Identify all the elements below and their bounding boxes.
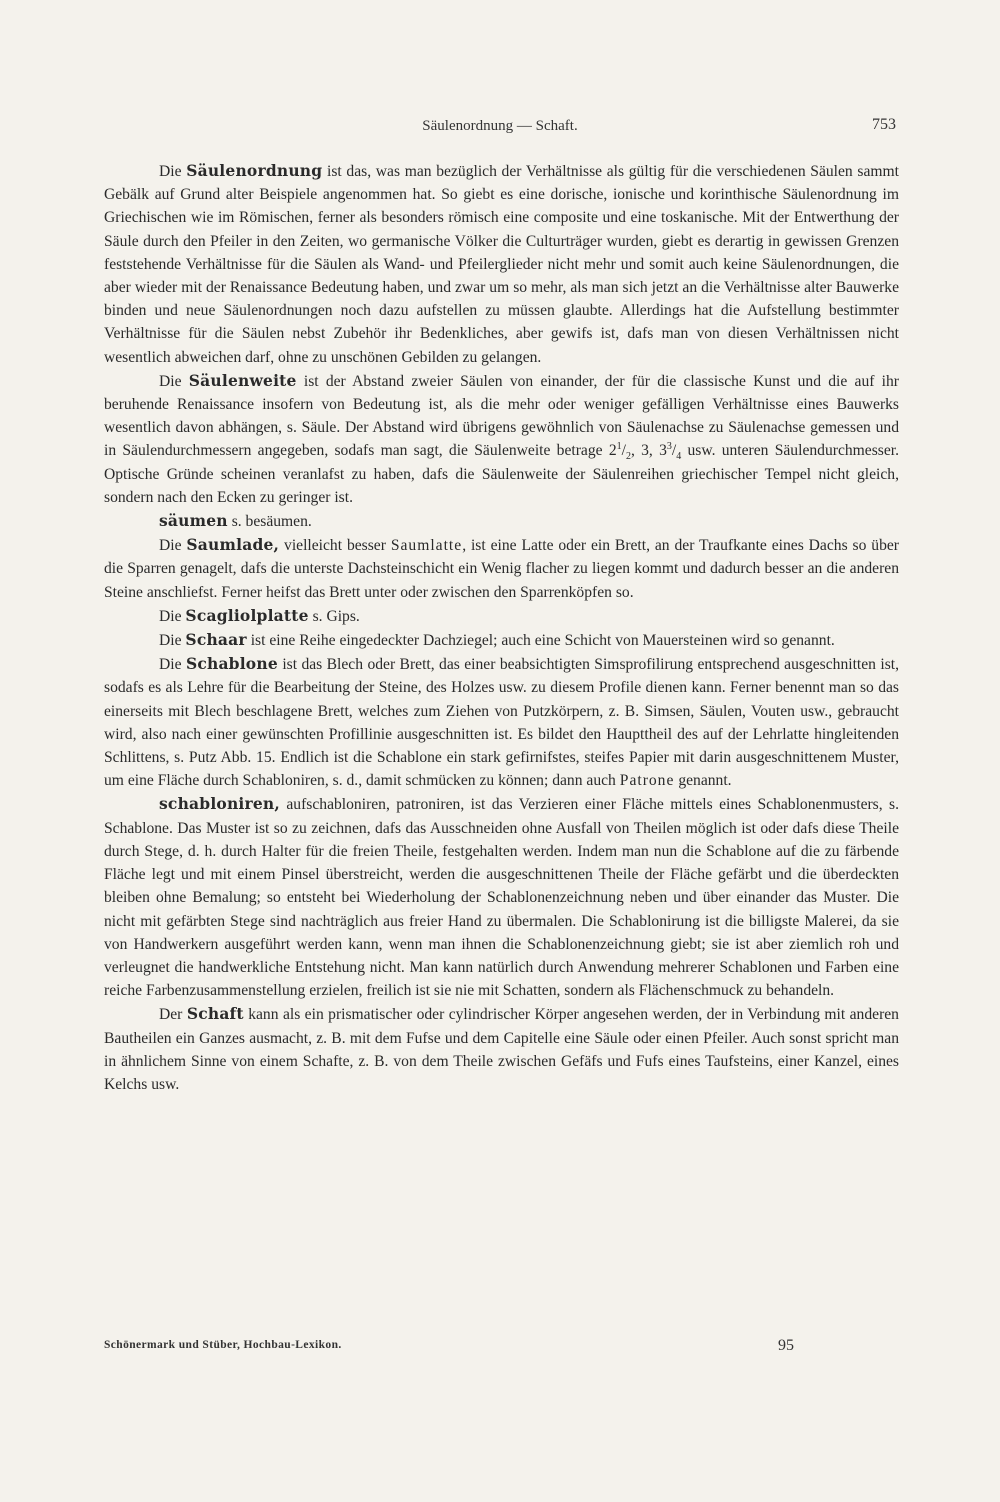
emphasized-term: Saumlatte (390, 537, 463, 555)
emphasized-term: Patrone (619, 772, 675, 790)
running-head: Säulenordnung — Schaft. (422, 118, 578, 134)
entry-schaar (104, 628, 899, 652)
entry-lead: Die (159, 607, 182, 625)
entry-text: ist das, was man bezüglich der Verhältnisse als gültig für die verschiedenen Säulen sammt Gebälk auf Grund alter Beispiele angenommen hat. So giebt es eine dorische, ionische und korinthische Säulenordnung im Griechischen wie im Römischen, ferner als besonders römisch eine composite und eine toskanische. Mit der Entwerthung der Säule durch den Pfeiler in den Zeiten, wo germanische Völker die Culturträger wurden, giebt es derartig in gewissen Grenzen feststehende Verhältnisse für die Säulen als Wand- und Pfeilerglieder nicht mehr und somit auch keine Säulenordnungen, die aber wieder mit der Renaissance Bedeutung haben, und zwar um so mehr, als man sich jetzt an die Verhältnisse alter Bauwerke binden und neue Säulenordnungen noch dazu aufstellen zu müssen glaubte. Allerdings hat die Aufstellung bestimmter Verhältnisse für die Säulen nebst Zubehör ihr Bedenkliches, aber gewifs ist, dafs man von diesen Verhältnissen nicht wesentlich abweichen darf, ohne zu unschönen Gebilden zu gelangen. (104, 163, 899, 366)
entry-saeumen (104, 509, 899, 533)
entry-text: ist das Blech oder Brett, das einer beabsichtigten Simsprofilirung entsprechend ausgeschnitten ist, sodafs es als Lehre für die Bearbeitung der Steine, des Holzes usw. zu diesem Profile dienen kann. Ferner benennt man so das einerseits mit Blech beschlagene Brett, welches zum Ziehen von Putzkörpern, z. B. Simsen, Säulen, Vouten usw., gebraucht wird, also nach einer gewünschten Profillinie ausgeschnitten ist. Es bildet den Haupttheil des auf der Lehrlatte hingleitenden Schlittens, s. Putz Abb. 15. Endlich ist die Schablone ein stark gefirnifstes, steifes Papier mit darin ausgeschnittenem Muster, um eine Fläche durch Schabloniren, s. d., damit schmücken zu können; dann auch (104, 656, 899, 790)
entry-schablone (104, 652, 899, 792)
headword-saeulenweite: Säulenweite (188, 370, 297, 390)
number-three: 3 (641, 442, 649, 460)
entry-text: vielleicht besser (284, 537, 386, 555)
entry-text: ist eine Reihe eingedeckter Dachziegel; auch eine Schicht von Mauersteinen wird so genannt. (250, 632, 835, 650)
entry-lead: Die (159, 163, 182, 180)
headword-saumlade: Saumlade, (186, 535, 280, 555)
entry-text: kann als ein prismatischer oder cylindrischer Körper angesehen werden, der in Verbindung mit anderen Bautheilen ein Ganzes ausmacht, z. B. mit dem Fufse und dem Capitelle eine Säule oder einen Pfeiler. Auch sonst spricht man in ähnlichem Sinne von einem Schafte, z. B. von dem Theile zwischen Gefäfs und Fufs eines Taufsteins, einer Kanzel, eines Kelchs usw. (104, 1006, 899, 1093)
entry-lead: Die (159, 537, 182, 555)
entry-lead: Die (159, 372, 182, 390)
entry-lead: Die (159, 656, 182, 674)
entry-text: aufschabloniren, patroniren, ist das Verzieren einer Fläche mittels eines Schablonenmusters, s. Schablone. Das Muster ist so zu zeichnen, dafs das Ausschneiden ohne Ausfall von Theilen möglich ist oder dafs diese Theile durch Stege, d. h. durch Halter für die freien Theile, festgehalten werden. Indem man nun die Schablone auf die zu färbende Fläche legt und mit einem Pinsel überstreicht, werden die ausgeschnittenen Theile der Fläche gefärbt und die überdeckten bleiben ohne Bemalung; so entsteht bei Wiederholung der Schablonenzeichnung neben und über einander das Muster. Die nicht mit gefärbten Stege sind nachträglich aus freier Hand zu übermalen. Die Schablonirung ist die billigste Malerei, da sie von Handwerkern ausgeführt werden kann, wenn man ihnen die Schablonenzeichnung giebt; sie ist aber ziemlich roh und verleugnet die handwerkliche Entstehung nicht. Man kann natürlich durch Anwendung mehrerer Schablonen und Farben eine reiche Farbenzusammenstellung erzielen, freilich ist sie nie mit Schatten, sondern als Flächenschmuck zu behandeln. (104, 796, 899, 1000)
entry-text: s. Gips. (312, 607, 360, 625)
entry-saumlade (104, 533, 899, 604)
entry-scagliolplatte (104, 604, 899, 628)
entry-lead: Der (159, 1006, 183, 1024)
headword-schablone: Schablone (185, 654, 278, 674)
fraction-two-and-half: $2^1/_2$ (608, 441, 631, 463)
page-number: 753 (872, 116, 896, 133)
fraction-three-and-three-quarters: $3^3/_4$ (659, 441, 682, 463)
footer-imprint: Schönermark und Stüber, Hochbau-Lexikon. (104, 1339, 342, 1351)
entry-schaft (104, 1002, 899, 1096)
headword-scagliolplatte: Scagliolplatte (185, 605, 309, 625)
entry-schabloniren (104, 792, 899, 1002)
entry-saeulenweite: Die Säulenweite ist der Abstand zweier Säulen von einander, der für die classische Kunst und die auf ihr beruhende Renaissance insofern von Bedeutung ist, als die mehr oder weniger gefälligen Verhältnisse eines Bauwerks wesentlich davon abhängen, s. Säule. Der Abstand wird übrigens gewöhnlich von Säulenachse zu Säulenachse gemessen und in Säulendurchmessern angegeben, sodafs man sagt, die Säulenweite betrage $2^1/_2$, 3, $3^3/_4$ usw. unteren Säulendurchmesser. Optische Gründe scheinen veranlafst zu haben, dafs die Säulenweite der Säulenreihen griechischer Tempel nicht gleich, sondern nach den Ecken zu geringer ist. (104, 370, 899, 506)
entry-text: s. besäumen. (231, 513, 312, 531)
headword-saeulenordnung: Säulenordnung (186, 161, 323, 180)
entry-saeulenordnung (104, 159, 899, 369)
entry-lead: Die (159, 632, 182, 650)
headword-saeumen: säumen (159, 511, 228, 531)
sheet-signature: 95 (778, 1337, 794, 1354)
entry-text: genannt. (678, 772, 732, 790)
headword-schabloniren: schabloniren, (159, 794, 280, 814)
entry-text: ist der Abstand zweier Säulen von einander, der für die classische Kunst und die auf ihr beruhende Renaissance insofern von Bedeutung ist, als die mehr oder weniger gefälligen Verhältnisse eines Bauwerks wesentlich davon abhängen, s. Säule. Der Abstand wird übrigens gewöhnlich von Säulenachse zu Säulenachse gemessen und in Säulendurchmessern angegeben, sodafs man sagt, die Säulenweite betrage (104, 372, 899, 460)
headword-schaft: Schaft (186, 1004, 244, 1024)
entry-text: usw. unteren Säulendurchmesser. Optische Gründe scheinen veranlafst zu haben, dafs die Säulenweite der Säulenreihen griechischer Tempel nicht gleich, sondern nach den Ecken zu geringer ist. (104, 442, 899, 506)
lexicon-body (104, 159, 899, 1096)
entry-text: , ist eine Latte oder ein Brett, an der Traufkante eines Dachs so über die Sparren genagelt, dafs die unterste Dachsteinschicht ein Wenig flacher zu liegen kommt und dadurch besser an die anderen Steine anschliefst. Ferner heifst das Brett unter oder zwischen den Sparrenköpfen so. (104, 537, 899, 601)
headword-schaar: Schaar (185, 630, 247, 650)
